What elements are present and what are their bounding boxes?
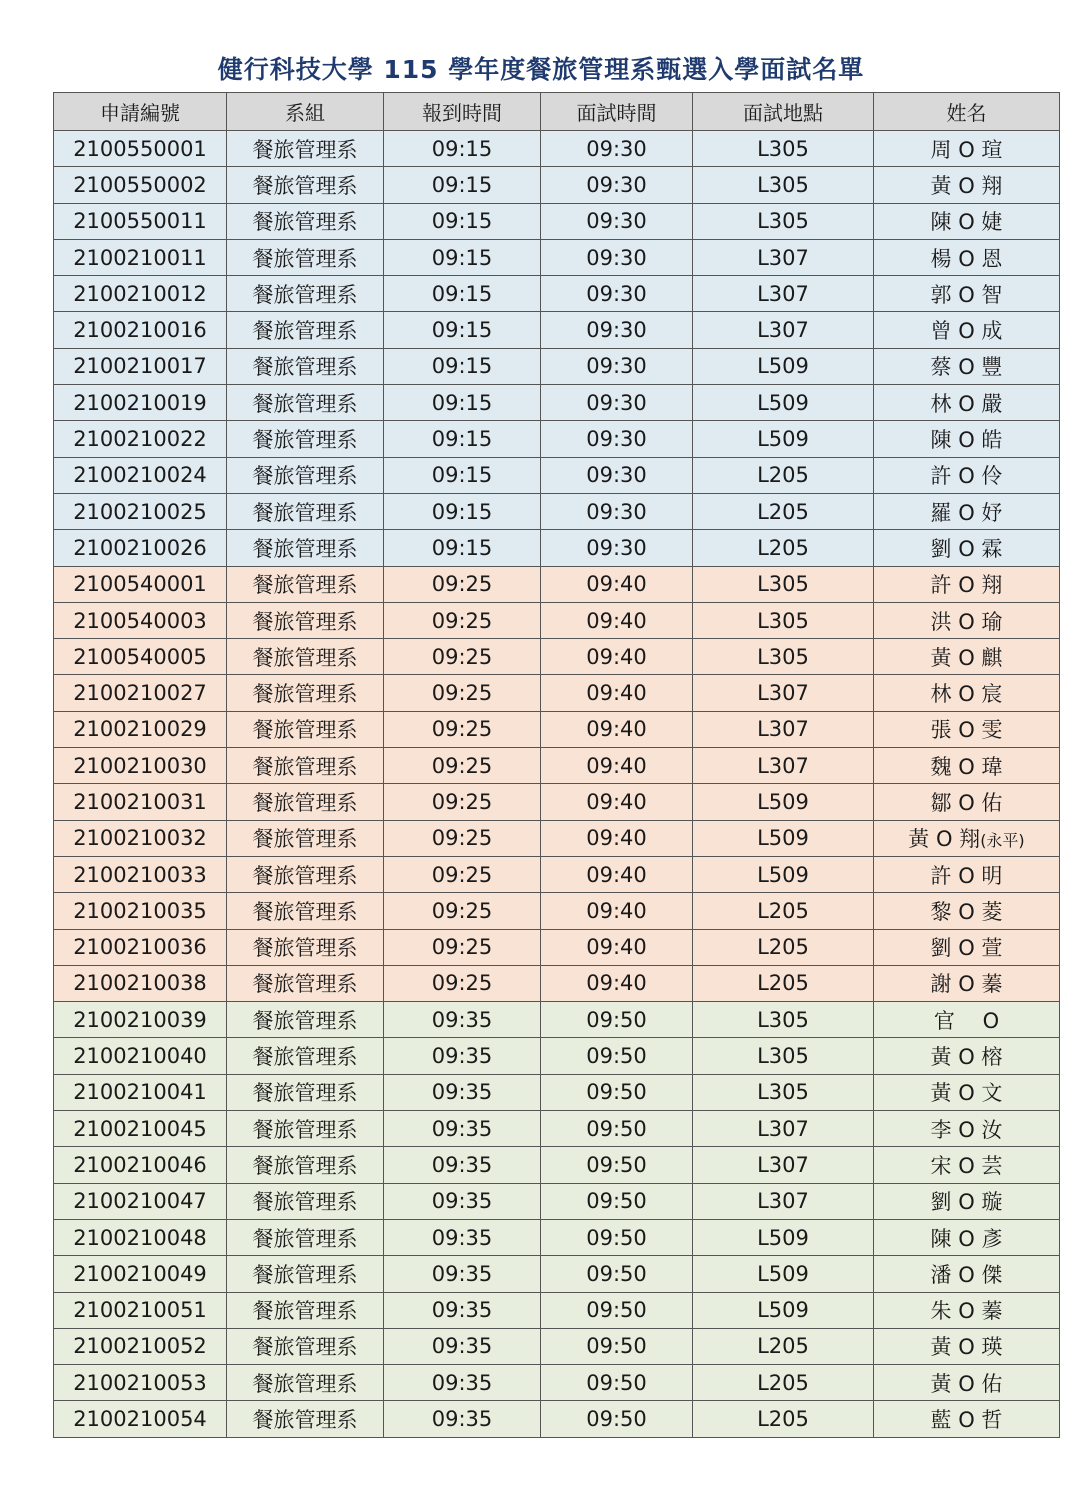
application-id-cell: 2100210016 [54, 312, 227, 348]
interview-time-cell: 09:50 [541, 1183, 693, 1219]
interview-time-cell: 09:40 [541, 820, 693, 856]
interview-time-cell: 09:40 [541, 893, 693, 929]
interview-time-cell: 09:30 [541, 167, 693, 203]
table-row [54, 893, 1060, 929]
checkin-time-cell: 09:15 [384, 203, 541, 239]
department-cell: 餐旅管理系 [227, 131, 384, 167]
name-text: 黃 O 翔 [908, 827, 981, 852]
department-cell: 餐旅管理系 [227, 784, 384, 820]
name-cell: 黃 O 榕 [874, 1038, 1060, 1074]
name-cell: 魏 O 瑋 [874, 748, 1060, 784]
application-id-cell: 2100210041 [54, 1074, 227, 1110]
checkin-time-cell: 09:25 [384, 893, 541, 929]
department-cell: 餐旅管理系 [227, 820, 384, 856]
interview-room-cell: L509 [693, 1219, 874, 1255]
name-cell: 劉 O 萱 [874, 929, 1060, 965]
name-cell: 周 O 瑄 [874, 131, 1060, 167]
name-cell: 林 O 嚴 [874, 385, 1060, 421]
checkin-time-cell: 09:25 [384, 784, 541, 820]
interview-room-cell: L509 [693, 784, 874, 820]
application-id-cell: 2100210053 [54, 1365, 227, 1401]
department-cell: 餐旅管理系 [227, 1328, 384, 1364]
application-id-cell: 2100540003 [54, 602, 227, 638]
department-cell: 餐旅管理系 [227, 1256, 384, 1292]
interview-room-cell: L305 [693, 1074, 874, 1110]
interview-time-cell: 09:50 [541, 1219, 693, 1255]
application-id-cell: 2100210025 [54, 493, 227, 529]
interview-time-cell: 09:40 [541, 965, 693, 1001]
checkin-time-cell: 09:15 [384, 348, 541, 384]
interview-room-cell: L509 [693, 1256, 874, 1292]
department-cell: 餐旅管理系 [227, 602, 384, 638]
column-header-interview-time: 面試時間 [541, 93, 693, 131]
checkin-time-cell: 09:15 [384, 131, 541, 167]
table-row [54, 239, 1060, 275]
department-cell: 餐旅管理系 [227, 1219, 384, 1255]
name-cell [874, 820, 1060, 856]
interview-room-cell: L307 [693, 711, 874, 747]
department-cell: 餐旅管理系 [227, 929, 384, 965]
column-header-name: 姓名 [874, 93, 1060, 131]
department-cell: 餐旅管理系 [227, 348, 384, 384]
interview-time-cell: 09:30 [541, 421, 693, 457]
checkin-time-cell: 09:15 [384, 493, 541, 529]
name-cell: 楊 O 恩 [874, 239, 1060, 275]
department-cell: 餐旅管理系 [227, 203, 384, 239]
table-row [54, 421, 1060, 457]
checkin-time-cell: 09:25 [384, 711, 541, 747]
interview-time-cell: 09:30 [541, 348, 693, 384]
table-row [54, 203, 1060, 239]
interview-time-cell: 09:40 [541, 566, 693, 602]
interview-time-cell: 09:50 [541, 1147, 693, 1183]
application-id-cell: 2100210046 [54, 1147, 227, 1183]
interview-room-cell: L307 [693, 239, 874, 275]
table-row [54, 348, 1060, 384]
table-row [54, 1038, 1060, 1074]
name-cell: 陳 O 皓 [874, 421, 1060, 457]
application-id-cell: 2100210049 [54, 1256, 227, 1292]
interview-time-cell: 09:40 [541, 856, 693, 892]
application-id-cell: 2100210027 [54, 675, 227, 711]
interview-room-cell: L305 [693, 131, 874, 167]
name-cell: 洪 O 瑜 [874, 602, 1060, 638]
name-cell: 許 O 伶 [874, 457, 1060, 493]
interview-time-cell: 09:30 [541, 493, 693, 529]
application-id-cell: 2100210045 [54, 1111, 227, 1147]
department-cell: 餐旅管理系 [227, 421, 384, 457]
interview-room-cell: L205 [693, 1401, 874, 1437]
interview-room-cell: L205 [693, 1328, 874, 1364]
interview-time-cell: 09:30 [541, 276, 693, 312]
department-cell: 餐旅管理系 [227, 457, 384, 493]
department-cell: 餐旅管理系 [227, 1111, 384, 1147]
checkin-time-cell: 09:25 [384, 929, 541, 965]
checkin-time-cell: 09:25 [384, 639, 541, 675]
department-cell: 餐旅管理系 [227, 167, 384, 203]
name-cell: 謝 O 蓁 [874, 965, 1060, 1001]
checkin-time-cell: 09:35 [384, 1038, 541, 1074]
table-row [54, 167, 1060, 203]
name-cell: 李 O 汝 [874, 1111, 1060, 1147]
checkin-time-cell: 09:15 [384, 167, 541, 203]
interview-roster-table [53, 92, 1060, 1438]
interview-time-cell: 09:50 [541, 1328, 693, 1364]
application-id-cell: 2100550001 [54, 131, 227, 167]
table-row [54, 856, 1060, 892]
name-cell: 黃 O 麒 [874, 639, 1060, 675]
interview-room-cell: L307 [693, 312, 874, 348]
table-row [54, 711, 1060, 747]
interview-room-cell: L205 [693, 457, 874, 493]
table-row [54, 276, 1060, 312]
table-row [54, 784, 1060, 820]
checkin-time-cell: 09:25 [384, 675, 541, 711]
checkin-time-cell: 09:35 [384, 1183, 541, 1219]
name-cell: 許 O 明 [874, 856, 1060, 892]
column-header-checkin-time: 報到時間 [384, 93, 541, 131]
checkin-time-cell: 09:15 [384, 276, 541, 312]
checkin-time-cell: 09:35 [384, 1292, 541, 1328]
interview-time-cell: 09:40 [541, 639, 693, 675]
interview-time-cell: 09:50 [541, 1401, 693, 1437]
table-row [54, 1074, 1060, 1110]
name-cell: 郭 O 智 [874, 276, 1060, 312]
name-cell: 黃 O 佑 [874, 1365, 1060, 1401]
checkin-time-cell: 09:35 [384, 1328, 541, 1364]
checkin-time-cell: 09:15 [384, 239, 541, 275]
department-cell: 餐旅管理系 [227, 856, 384, 892]
table-row [54, 1256, 1060, 1292]
checkin-time-cell: 09:25 [384, 965, 541, 1001]
table-row [54, 457, 1060, 493]
department-cell: 餐旅管理系 [227, 1147, 384, 1183]
checkin-time-cell: 09:35 [384, 1147, 541, 1183]
application-id-cell: 2100210026 [54, 530, 227, 566]
application-id-cell: 2100540001 [54, 566, 227, 602]
department-cell: 餐旅管理系 [227, 639, 384, 675]
application-id-cell: 2100210017 [54, 348, 227, 384]
checkin-time-cell: 09:25 [384, 566, 541, 602]
interview-room-cell: L205 [693, 893, 874, 929]
checkin-time-cell: 09:25 [384, 856, 541, 892]
interview-time-cell: 09:30 [541, 203, 693, 239]
checkin-time-cell: 09:35 [384, 1219, 541, 1255]
name-cell: 劉 O 霖 [874, 530, 1060, 566]
department-cell: 餐旅管理系 [227, 493, 384, 529]
checkin-time-cell: 09:35 [384, 1074, 541, 1110]
application-id-cell: 2100210032 [54, 820, 227, 856]
department-cell: 餐旅管理系 [227, 1292, 384, 1328]
interview-room-cell: L509 [693, 820, 874, 856]
interview-room-cell: L305 [693, 203, 874, 239]
table-row [54, 1401, 1060, 1437]
name-cell: 張 O 雯 [874, 711, 1060, 747]
application-id-cell: 2100210039 [54, 1002, 227, 1038]
table-row [54, 1219, 1060, 1255]
application-id-cell: 2100210011 [54, 239, 227, 275]
interview-room-cell: L305 [693, 639, 874, 675]
application-id-cell: 2100210052 [54, 1328, 227, 1364]
table-row [54, 312, 1060, 348]
interview-time-cell: 09:40 [541, 748, 693, 784]
interview-room-cell: L305 [693, 602, 874, 638]
name-cell: 許 O 翔 [874, 566, 1060, 602]
department-cell: 餐旅管理系 [227, 1038, 384, 1074]
checkin-time-cell: 09:35 [384, 1256, 541, 1292]
checkin-time-cell: 09:15 [384, 457, 541, 493]
interview-room-cell: L205 [693, 929, 874, 965]
interview-time-cell: 09:30 [541, 530, 693, 566]
department-cell: 餐旅管理系 [227, 239, 384, 275]
interview-time-cell: 09:50 [541, 1256, 693, 1292]
interview-time-cell: 09:50 [541, 1292, 693, 1328]
application-id-cell: 2100210038 [54, 965, 227, 1001]
application-id-cell: 2100210019 [54, 385, 227, 421]
application-id-cell: 2100210036 [54, 929, 227, 965]
name-cell: 藍 O 哲 [874, 1401, 1060, 1437]
checkin-time-cell: 09:15 [384, 385, 541, 421]
department-cell: 餐旅管理系 [227, 965, 384, 1001]
name-cell: 曾 O 成 [874, 312, 1060, 348]
checkin-time-cell: 09:25 [384, 820, 541, 856]
name-cell: 蔡 O 豐 [874, 348, 1060, 384]
interview-room-cell: L307 [693, 748, 874, 784]
table-row [54, 820, 1060, 856]
name-cell: 劉 O 璇 [874, 1183, 1060, 1219]
department-cell: 餐旅管理系 [227, 1183, 384, 1219]
application-id-cell: 2100210047 [54, 1183, 227, 1219]
name-cell: 黎 O 菱 [874, 893, 1060, 929]
interview-time-cell: 09:30 [541, 131, 693, 167]
name-note: (永平) [980, 831, 1025, 851]
table-header-row [54, 93, 1060, 131]
interview-time-cell: 09:50 [541, 1002, 693, 1038]
table-row [54, 131, 1060, 167]
checkin-time-cell: 09:25 [384, 602, 541, 638]
table-row [54, 385, 1060, 421]
interview-time-cell: 09:40 [541, 784, 693, 820]
name-cell: 林 O 宸 [874, 675, 1060, 711]
checkin-time-cell: 09:15 [384, 530, 541, 566]
department-cell: 餐旅管理系 [227, 276, 384, 312]
interview-time-cell: 09:50 [541, 1111, 693, 1147]
application-id-cell: 2100210022 [54, 421, 227, 457]
interview-room-cell: L305 [693, 167, 874, 203]
checkin-time-cell: 09:35 [384, 1401, 541, 1437]
checkin-time-cell: 09:35 [384, 1365, 541, 1401]
table-row [54, 566, 1060, 602]
table-row [54, 1183, 1060, 1219]
application-id-cell: 2100550011 [54, 203, 227, 239]
application-id-cell: 2100210012 [54, 276, 227, 312]
name-cell: 陳 O 彥 [874, 1219, 1060, 1255]
table-row [54, 748, 1060, 784]
column-header-department: 系組 [227, 93, 384, 131]
name-cell: 黃 O 瑛 [874, 1328, 1060, 1364]
table-body [54, 131, 1060, 1438]
application-id-cell: 2100210035 [54, 893, 227, 929]
interview-time-cell: 09:30 [541, 385, 693, 421]
table-row [54, 1365, 1060, 1401]
table-row [54, 1147, 1060, 1183]
department-cell: 餐旅管理系 [227, 893, 384, 929]
department-cell: 餐旅管理系 [227, 312, 384, 348]
department-cell: 餐旅管理系 [227, 385, 384, 421]
name-cell: 宋 O 芸 [874, 1147, 1060, 1183]
interview-room-cell: L307 [693, 1183, 874, 1219]
checkin-time-cell: 09:25 [384, 748, 541, 784]
interview-room-cell: L205 [693, 1365, 874, 1401]
interview-time-cell: 09:40 [541, 711, 693, 747]
table-row [54, 493, 1060, 529]
interview-time-cell: 09:50 [541, 1074, 693, 1110]
table-row [54, 929, 1060, 965]
application-id-cell: 2100210030 [54, 748, 227, 784]
interview-time-cell: 09:50 [541, 1038, 693, 1074]
interview-time-cell: 09:40 [541, 602, 693, 638]
department-cell: 餐旅管理系 [227, 1002, 384, 1038]
application-id-cell: 2100210033 [54, 856, 227, 892]
checkin-time-cell: 09:15 [384, 421, 541, 457]
name-cell: 鄒 O 佑 [874, 784, 1060, 820]
interview-room-cell: L307 [693, 1111, 874, 1147]
column-header-application-id: 申請編號 [54, 93, 227, 131]
table-row [54, 530, 1060, 566]
department-cell: 餐旅管理系 [227, 1074, 384, 1110]
interview-room-cell: L307 [693, 1147, 874, 1183]
name-cell: 朱 O 蓁 [874, 1292, 1060, 1328]
application-id-cell: 2100210024 [54, 457, 227, 493]
table-row [54, 602, 1060, 638]
interview-time-cell: 09:30 [541, 457, 693, 493]
application-id-cell: 2100210029 [54, 711, 227, 747]
interview-time-cell: 09:50 [541, 1365, 693, 1401]
name-cell: 黃 O 翔 [874, 167, 1060, 203]
table-row [54, 1292, 1060, 1328]
application-id-cell: 2100540005 [54, 639, 227, 675]
interview-room-cell: L509 [693, 421, 874, 457]
interview-room-cell: L509 [693, 385, 874, 421]
interview-time-cell: 09:40 [541, 675, 693, 711]
interview-room-cell: L509 [693, 348, 874, 384]
table-row [54, 639, 1060, 675]
interview-room-cell: L205 [693, 965, 874, 1001]
application-id-cell: 2100210054 [54, 1401, 227, 1437]
department-cell: 餐旅管理系 [227, 748, 384, 784]
table-row [54, 675, 1060, 711]
department-cell: 餐旅管理系 [227, 1401, 384, 1437]
interview-room-cell: L305 [693, 566, 874, 602]
interview-time-cell: 09:30 [541, 239, 693, 275]
application-id-cell: 2100550002 [54, 167, 227, 203]
name-cell: 官 O [874, 1002, 1060, 1038]
name-cell: 黃 O 文 [874, 1074, 1060, 1110]
interview-room-cell: L205 [693, 530, 874, 566]
checkin-time-cell: 09:35 [384, 1111, 541, 1147]
table-row [54, 1328, 1060, 1364]
application-id-cell: 2100210031 [54, 784, 227, 820]
application-id-cell: 2100210048 [54, 1219, 227, 1255]
department-cell: 餐旅管理系 [227, 1365, 384, 1401]
name-cell: 潘 O 傑 [874, 1256, 1060, 1292]
department-cell: 餐旅管理系 [227, 566, 384, 602]
department-cell: 餐旅管理系 [227, 675, 384, 711]
interview-room-cell: L307 [693, 276, 874, 312]
checkin-time-cell: 09:15 [384, 312, 541, 348]
interview-time-cell: 09:40 [541, 929, 693, 965]
checkin-time-cell: 09:35 [384, 1002, 541, 1038]
interview-room-cell: L305 [693, 1038, 874, 1074]
table-row [54, 965, 1060, 1001]
department-cell: 餐旅管理系 [227, 530, 384, 566]
interview-room-cell: L509 [693, 856, 874, 892]
column-header-interview-room: 面試地點 [693, 93, 874, 131]
department-cell: 餐旅管理系 [227, 711, 384, 747]
page-title: 健行科技大學 115 學年度餐旅管理系甄選入學面試名單 [217, 55, 865, 84]
interview-time-cell: 09:30 [541, 312, 693, 348]
name-cell: 陳 O 婕 [874, 203, 1060, 239]
name-cell: 羅 O 妤 [874, 493, 1060, 529]
interview-room-cell: L305 [693, 1002, 874, 1038]
interview-room-cell: L205 [693, 493, 874, 529]
application-id-cell: 2100210051 [54, 1292, 227, 1328]
table-row [54, 1111, 1060, 1147]
interview-room-cell: L307 [693, 675, 874, 711]
table-row [54, 1002, 1060, 1038]
application-id-cell: 2100210040 [54, 1038, 227, 1074]
interview-room-cell: L509 [693, 1292, 874, 1328]
